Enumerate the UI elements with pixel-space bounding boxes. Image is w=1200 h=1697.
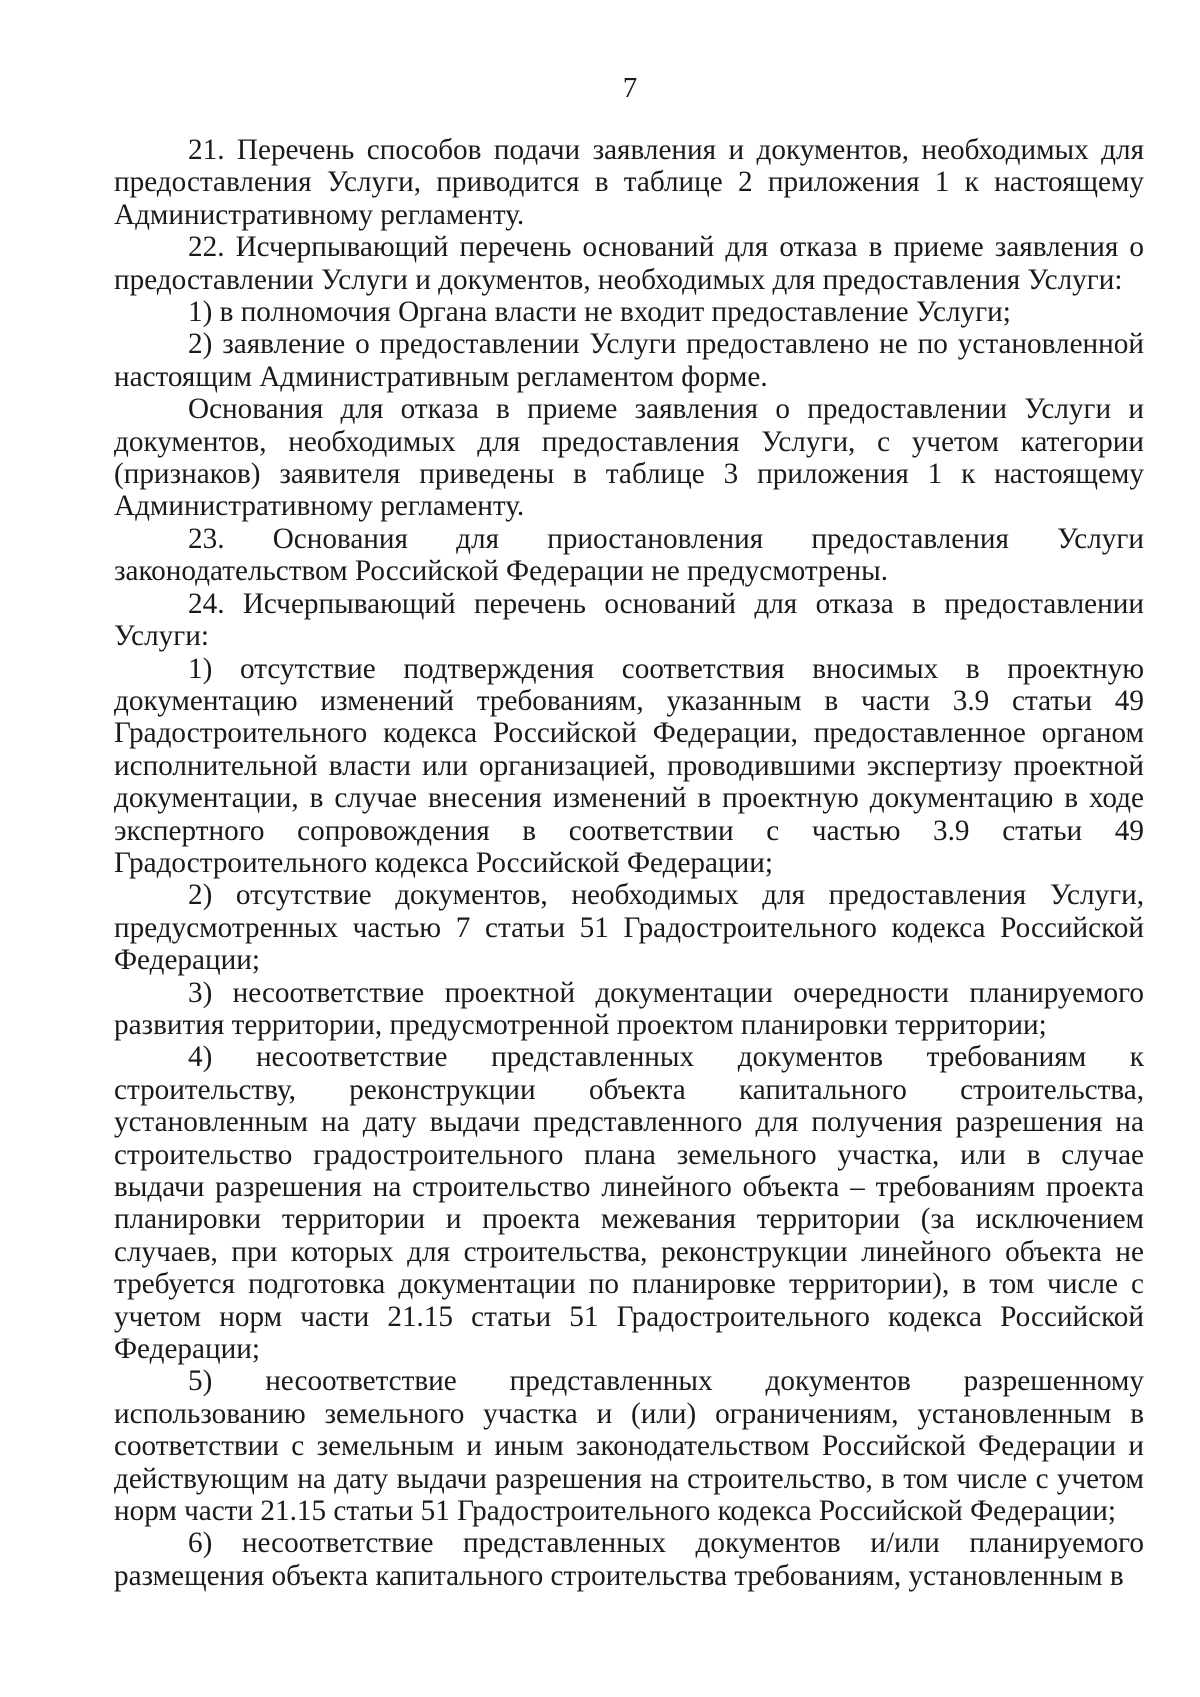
paragraph-23: 23. Основания для приостановления предоставления Услуги законодательством Российской Федерации не предусмотрены. <box>114 522 1144 588</box>
paragraph-22-item-2: 2) заявление о предоставлении Услуги предоставлено не по установленной настоящим Административным регламентом форме. <box>114 328 1144 393</box>
paragraph-24-item-1: 1) отсутствие подтверждения соответствия вносимых в проектную документацию изменений требованиям, указанным в части 3.9 статьи 49 Градостроительного кодекса Российской Федерации, предоставленное органом исполнительной власти или организацией, проводившими экспертизу проектной документации, в случае внесения изменений в проектную документацию в ходе экспертного сопровождения в соответствии с частью 3.9 статьи 49 Градостроительного кодекса Российской Федерации; <box>114 652 1144 879</box>
paragraph-22-item-1: 1) в полномочия Органа власти не входит предоставление Услуги; <box>188 296 1011 329</box>
paragraph-21: 21. Перечень способов подачи заявления и документов, необходимых для предоставления Услуги, приводится в таблице 2 приложения 1 к настоящему Административному регламенту. <box>114 134 1144 231</box>
paragraph-22: 22. Исчерпывающий перечень оснований для отказа в приеме заявления о предоставлении Услуги и документов, необходимых для предоставления Услуги: <box>114 231 1144 296</box>
paragraph-22-note: Основания для отказа в приеме заявления о предоставлении Услуги и документов, необходимых для предоставления Услуги, с учетом категории (признаков) заявителя приведены в таблице 3 приложения 1 к настоящему Административному регламенту. <box>114 393 1144 523</box>
paragraph-24: 24. Исчерпывающий перечень оснований для отказа в предоставлении Услуги: <box>114 587 1144 653</box>
document-body <box>114 134 1144 1592</box>
page-number: 7 <box>622 72 638 104</box>
paragraph-24-item-3: 3) несоответствие проектной документации очередности планируемого развития территории, предусмотренной проектом планировки территории; <box>114 976 1144 1041</box>
paragraph-24-item-4: 4) несоответствие представленных документов требованиям к строительству, реконструкции объекта капитального строительства, установленным на дату выдачи представленного для получения разрешения на строительство градостроительного плана земельного участка, или в случае выдачи разрешения на строительство линейного объекта – требованиям проекта планировки территории и проекта межевания территории (за исключением случаев, при которых для строительства, реконструкции линейного объекта не требуется подготовка документации по планировке территории), в том числе с учетом норм части 21.15 статьи 51 Градостроительного кодекса Российской Федерации; <box>114 1041 1144 1366</box>
paragraph-24-item-6: 6) несоответствие представленных документов и/или планируемого размещения объекта капитального строительства требованиям, установленным в <box>114 1527 1144 1592</box>
paragraph-24-item-5: 5) несоответствие представленных документов разрешенному использованию земельного участка и (или) ограничениям, установленным в соответствии с земельным и иным законодательством Российской Федерации и действующим на дату выдачи разрешения на строительство, в том числе с учетом норм части 21.15 статьи 51 Градостроительного кодекса Российской Федерации; <box>114 1365 1144 1528</box>
paragraph-24-item-2: 2) отсутствие документов, необходимых для предоставления Услуги, предусмотренных частью 7 статьи 51 Градостроительного кодекса Российской Федерации; <box>114 879 1144 977</box>
